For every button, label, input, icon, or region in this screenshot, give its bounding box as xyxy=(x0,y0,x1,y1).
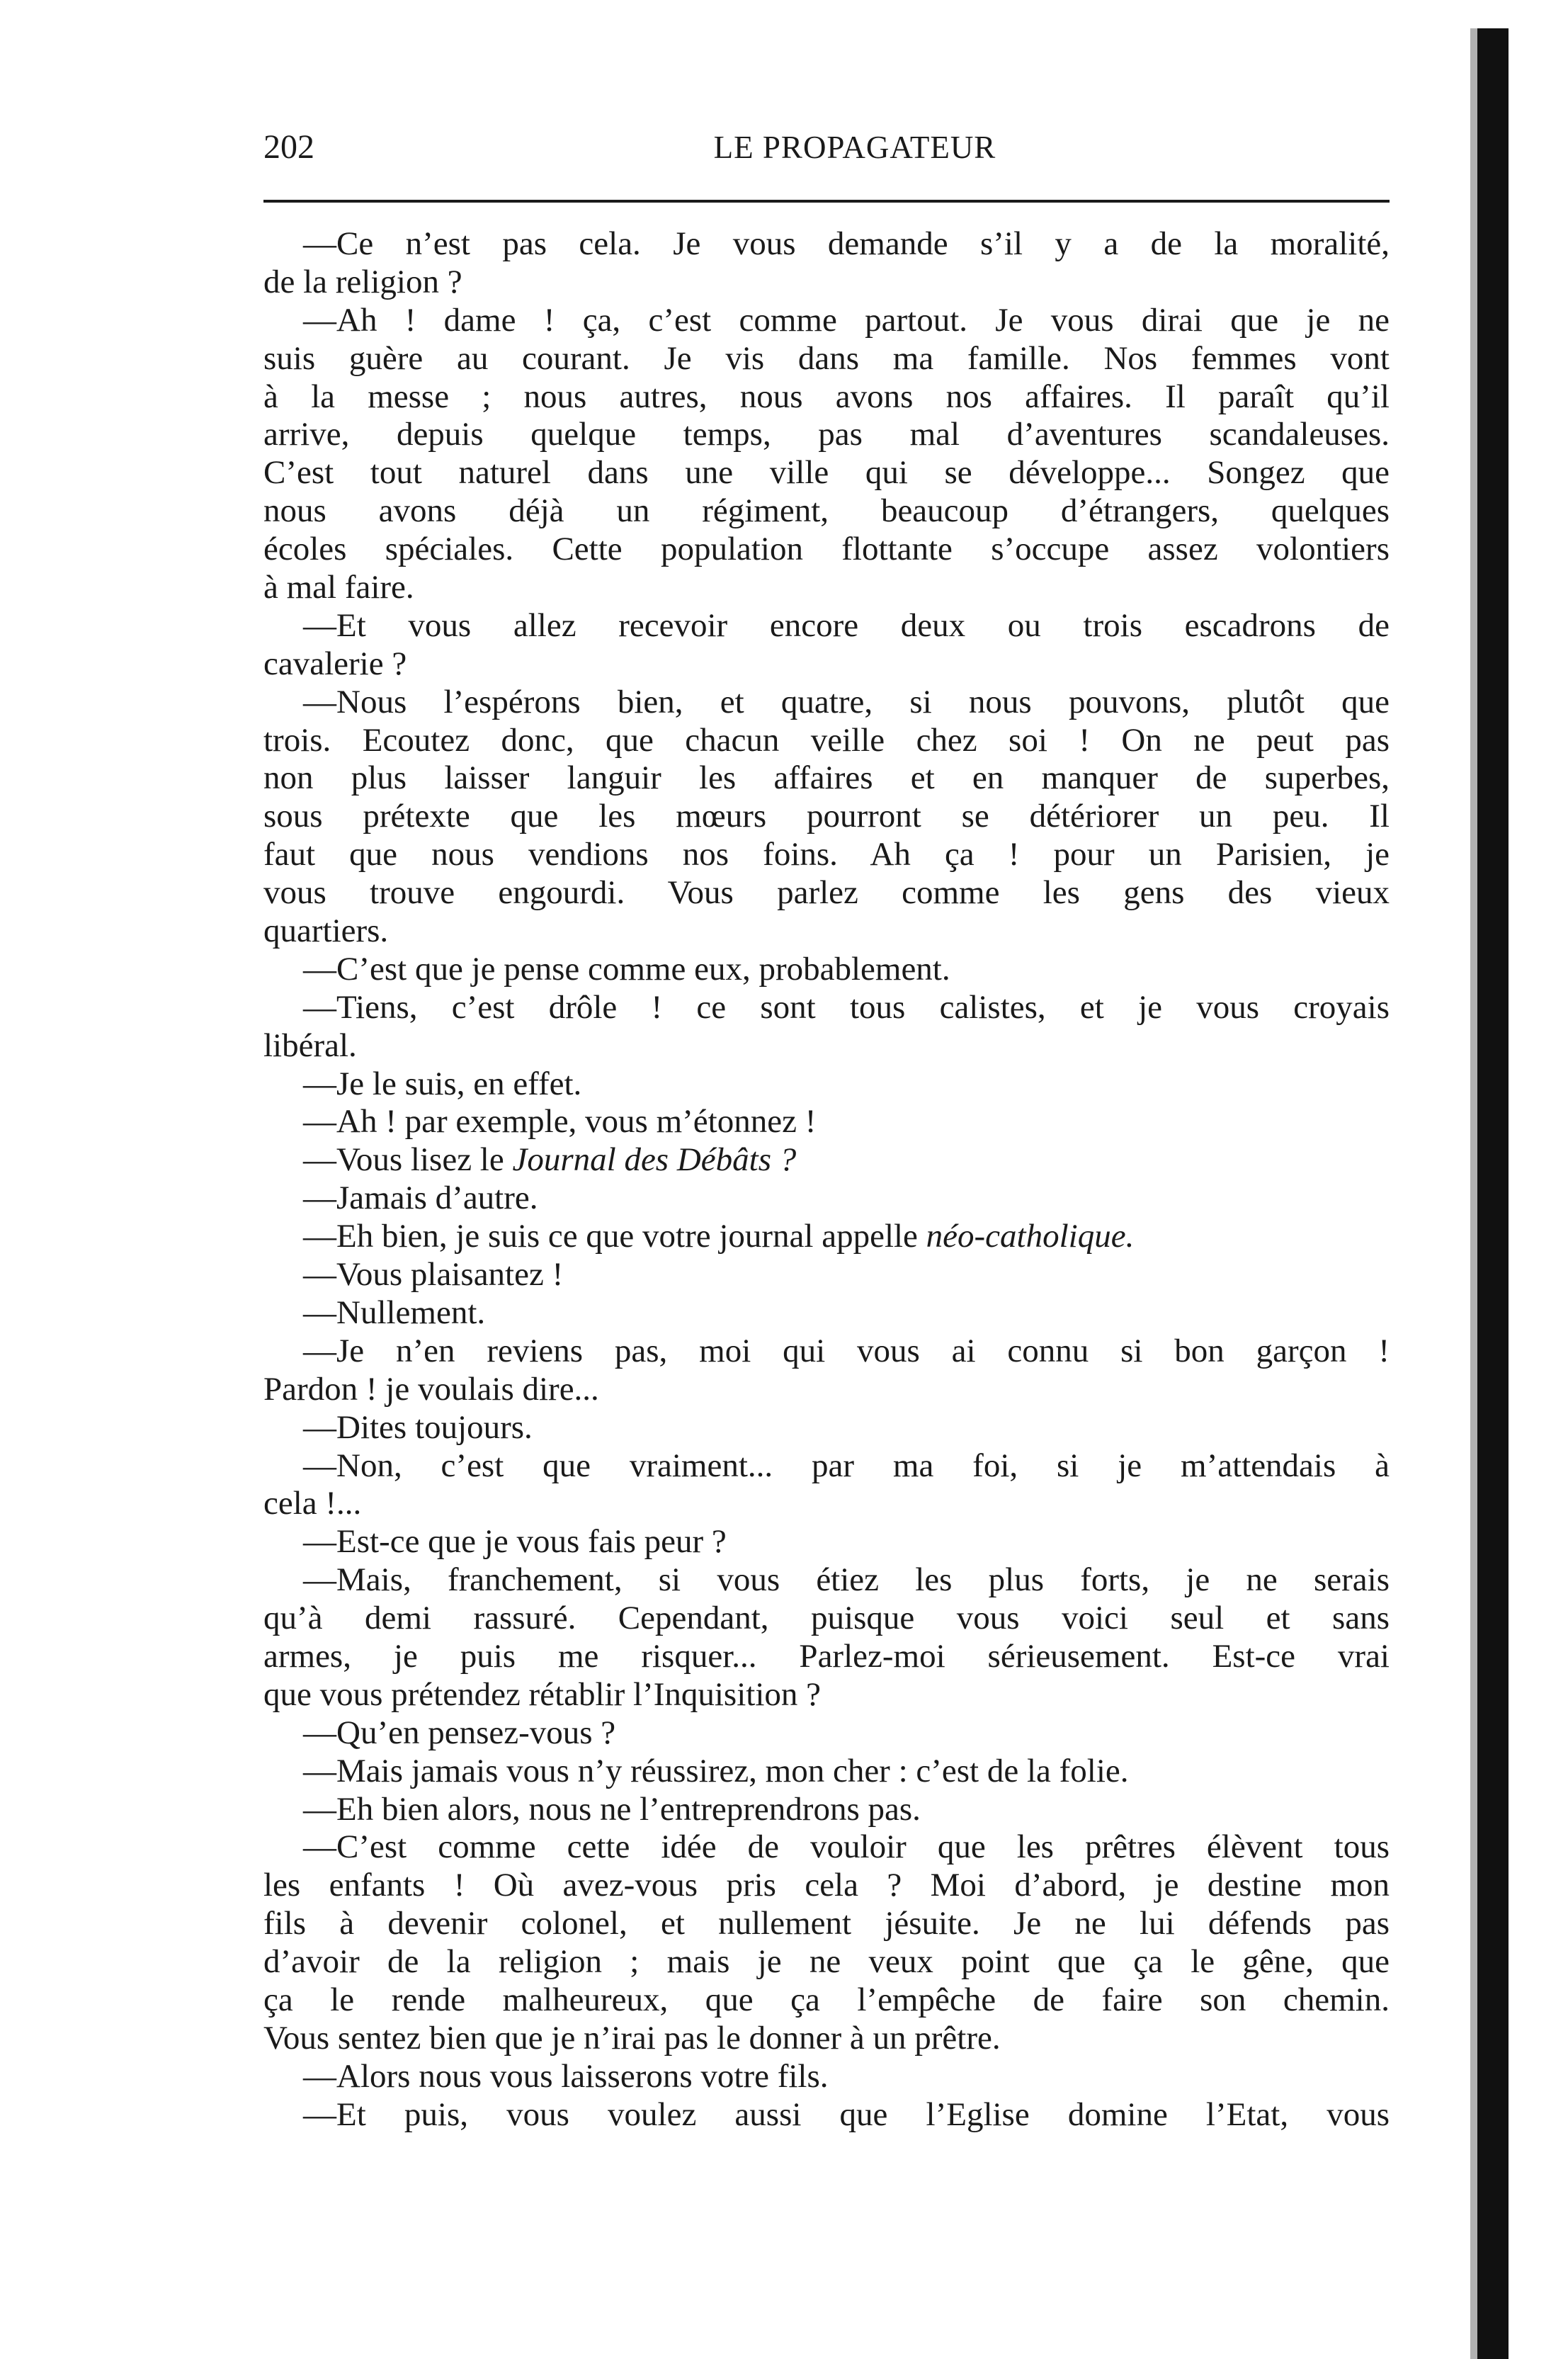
text-line: de la religion ? xyxy=(263,263,462,300)
text-line: libéral. xyxy=(263,1026,357,1064)
text-line: arrive, depuis quelque temps, pas mal d’aventures scandaleuses. xyxy=(263,416,1390,453)
text-line: cela !... xyxy=(263,1485,362,1522)
page-edge-shadow xyxy=(1470,28,1477,2359)
text-line: —Non, c’est que vraiment... par ma foi, si je m’attendais à xyxy=(303,1447,1390,1484)
text-line: trois. Ecoutez donc, que chacun veille chez soi ! On ne peut pas xyxy=(263,721,1390,759)
text-line: —Vous plaisantez ! xyxy=(303,1256,564,1294)
text-line: —Tiens, c’est drôle ! ce sont tous calistes, et je vous croyais xyxy=(303,988,1390,1026)
text-line: —C’est comme cette idée de vouloir que les prêtres élèvent tous xyxy=(303,1828,1390,1866)
text-line: quartiers. xyxy=(263,912,389,950)
text-line: —Eh bien alors, nous ne l’entreprendrons pas. xyxy=(303,1790,921,1828)
text-line: à la messe ; nous autres, nous avons nos affaires. Il paraît qu’il xyxy=(263,378,1390,415)
text-line: les enfants ! Où avez-vous pris cela ? Moi d’abord, je destine mon xyxy=(263,1867,1390,1904)
text-line: non plus laisser languir les affaires et en manquer de superbes, xyxy=(263,759,1390,797)
text-line: que vous prétendez rétablir l’Inquisition ? xyxy=(263,1675,821,1713)
text-line: —Dites toujours. xyxy=(303,1408,533,1446)
text-line: —C’est que je pense comme eux, probablement. xyxy=(303,950,950,988)
text-line-mixed xyxy=(263,1141,1390,1180)
text-line: —Ah ! dame ! ça, c’est comme partout. Je vous dirai que je ne xyxy=(303,301,1390,339)
book-title: LE PROPAGATEUR xyxy=(713,130,996,165)
text-line: —Est-ce que je vous fais peur ? xyxy=(303,1523,727,1561)
text-line: —Je le suis, en effet. xyxy=(303,1065,582,1102)
text-line: Pardon ! je voulais dire... xyxy=(263,1370,599,1408)
text-line: —Et puis, vous voulez aussi que l’Eglise domine l’Etat, vous xyxy=(303,2095,1390,2133)
text-segment: —Eh bien, je suis ce que votre journal appelle xyxy=(303,1218,926,1255)
text-line: —Mais, franchement, si vous étiez les plus forts, je ne serais xyxy=(303,1561,1390,1599)
text-line: à mal faire. xyxy=(263,569,414,606)
text-segment: —Vous lisez le xyxy=(303,1141,513,1179)
text-line: écoles spéciales. Cette population flottante s’occupe assez volontiers xyxy=(263,531,1390,568)
text-line: Vous sentez bien que je n’irai pas le donner à un prêtre. xyxy=(263,2019,1001,2057)
text-line: sous prétexte que les mœurs pourront se détériorer un peu. Il xyxy=(263,798,1390,835)
text-line: —Et vous allez recevoir encore deux ou trois escadrons de xyxy=(303,606,1390,644)
text-line: d’avoir de la religion ; mais je ne veux point que ça le gêne, que xyxy=(263,1943,1390,1981)
text-line: —Mais jamais vous n’y réussirez, mon cher : c’est de la folie. xyxy=(303,1752,1129,1789)
text-line: —Ce n’est pas cela. Je vous demande s’il y a de la moralité, xyxy=(303,225,1390,262)
text-line: qu’à demi rassuré. Cependant, puisque vous voici seul et sans xyxy=(263,1600,1390,1637)
text-line: vous trouve engourdi. Vous parlez comme les gens des vieux xyxy=(263,874,1390,912)
text-line: nous avons déjà un régiment, beaucoup d’étrangers, quelques xyxy=(263,492,1390,530)
text-line: —Alors nous vous laisserons votre fils. xyxy=(303,2057,829,2095)
text-line: —Qu’en pensez-vous ? xyxy=(303,1714,616,1751)
text-line: ça le rende malheureux, que ça l’empêche de faire son chemin. xyxy=(263,1981,1390,2018)
page-number: 202 xyxy=(263,128,314,166)
text-line: —Jamais d’autre. xyxy=(303,1180,538,1217)
body-text xyxy=(263,225,1390,2134)
text-line: suis guère au courant. Je vis dans ma famille. Nos femmes vont xyxy=(263,339,1390,377)
running-head xyxy=(263,126,1390,169)
page-edge-strip xyxy=(1477,28,1509,2359)
text-line: fils à devenir colonel, et nullement jésuite. Je ne lui défends pas xyxy=(263,1905,1390,1942)
italic-title: Journal des Débâts ? xyxy=(512,1141,797,1179)
text-line: —Nous l’espérons bien, et quatre, si nous pouvons, plutôt que xyxy=(303,683,1390,720)
text-line: —Nullement. xyxy=(303,1294,486,1331)
header-rule xyxy=(263,200,1390,203)
italic-term: néo-catholique. xyxy=(926,1218,1135,1255)
text-line: faut que nous vendions nos foins. Ah ça ! pour un Parisien, je xyxy=(263,836,1390,873)
text-line: —Ah ! par exemple, vous m’étonnez ! xyxy=(303,1103,817,1141)
text-line: armes, je puis me risquer... Parlez-moi sérieusement. Est-ce vrai xyxy=(263,1637,1390,1675)
text-line: C’est tout naturel dans une ville qui se développe... Songez que xyxy=(263,454,1390,492)
text-line-mixed xyxy=(263,1218,1390,1256)
text-line: cavalerie ? xyxy=(263,645,407,682)
text-line: —Je n’en reviens pas, moi qui vous ai connu si bon garçon ! xyxy=(303,1332,1390,1369)
